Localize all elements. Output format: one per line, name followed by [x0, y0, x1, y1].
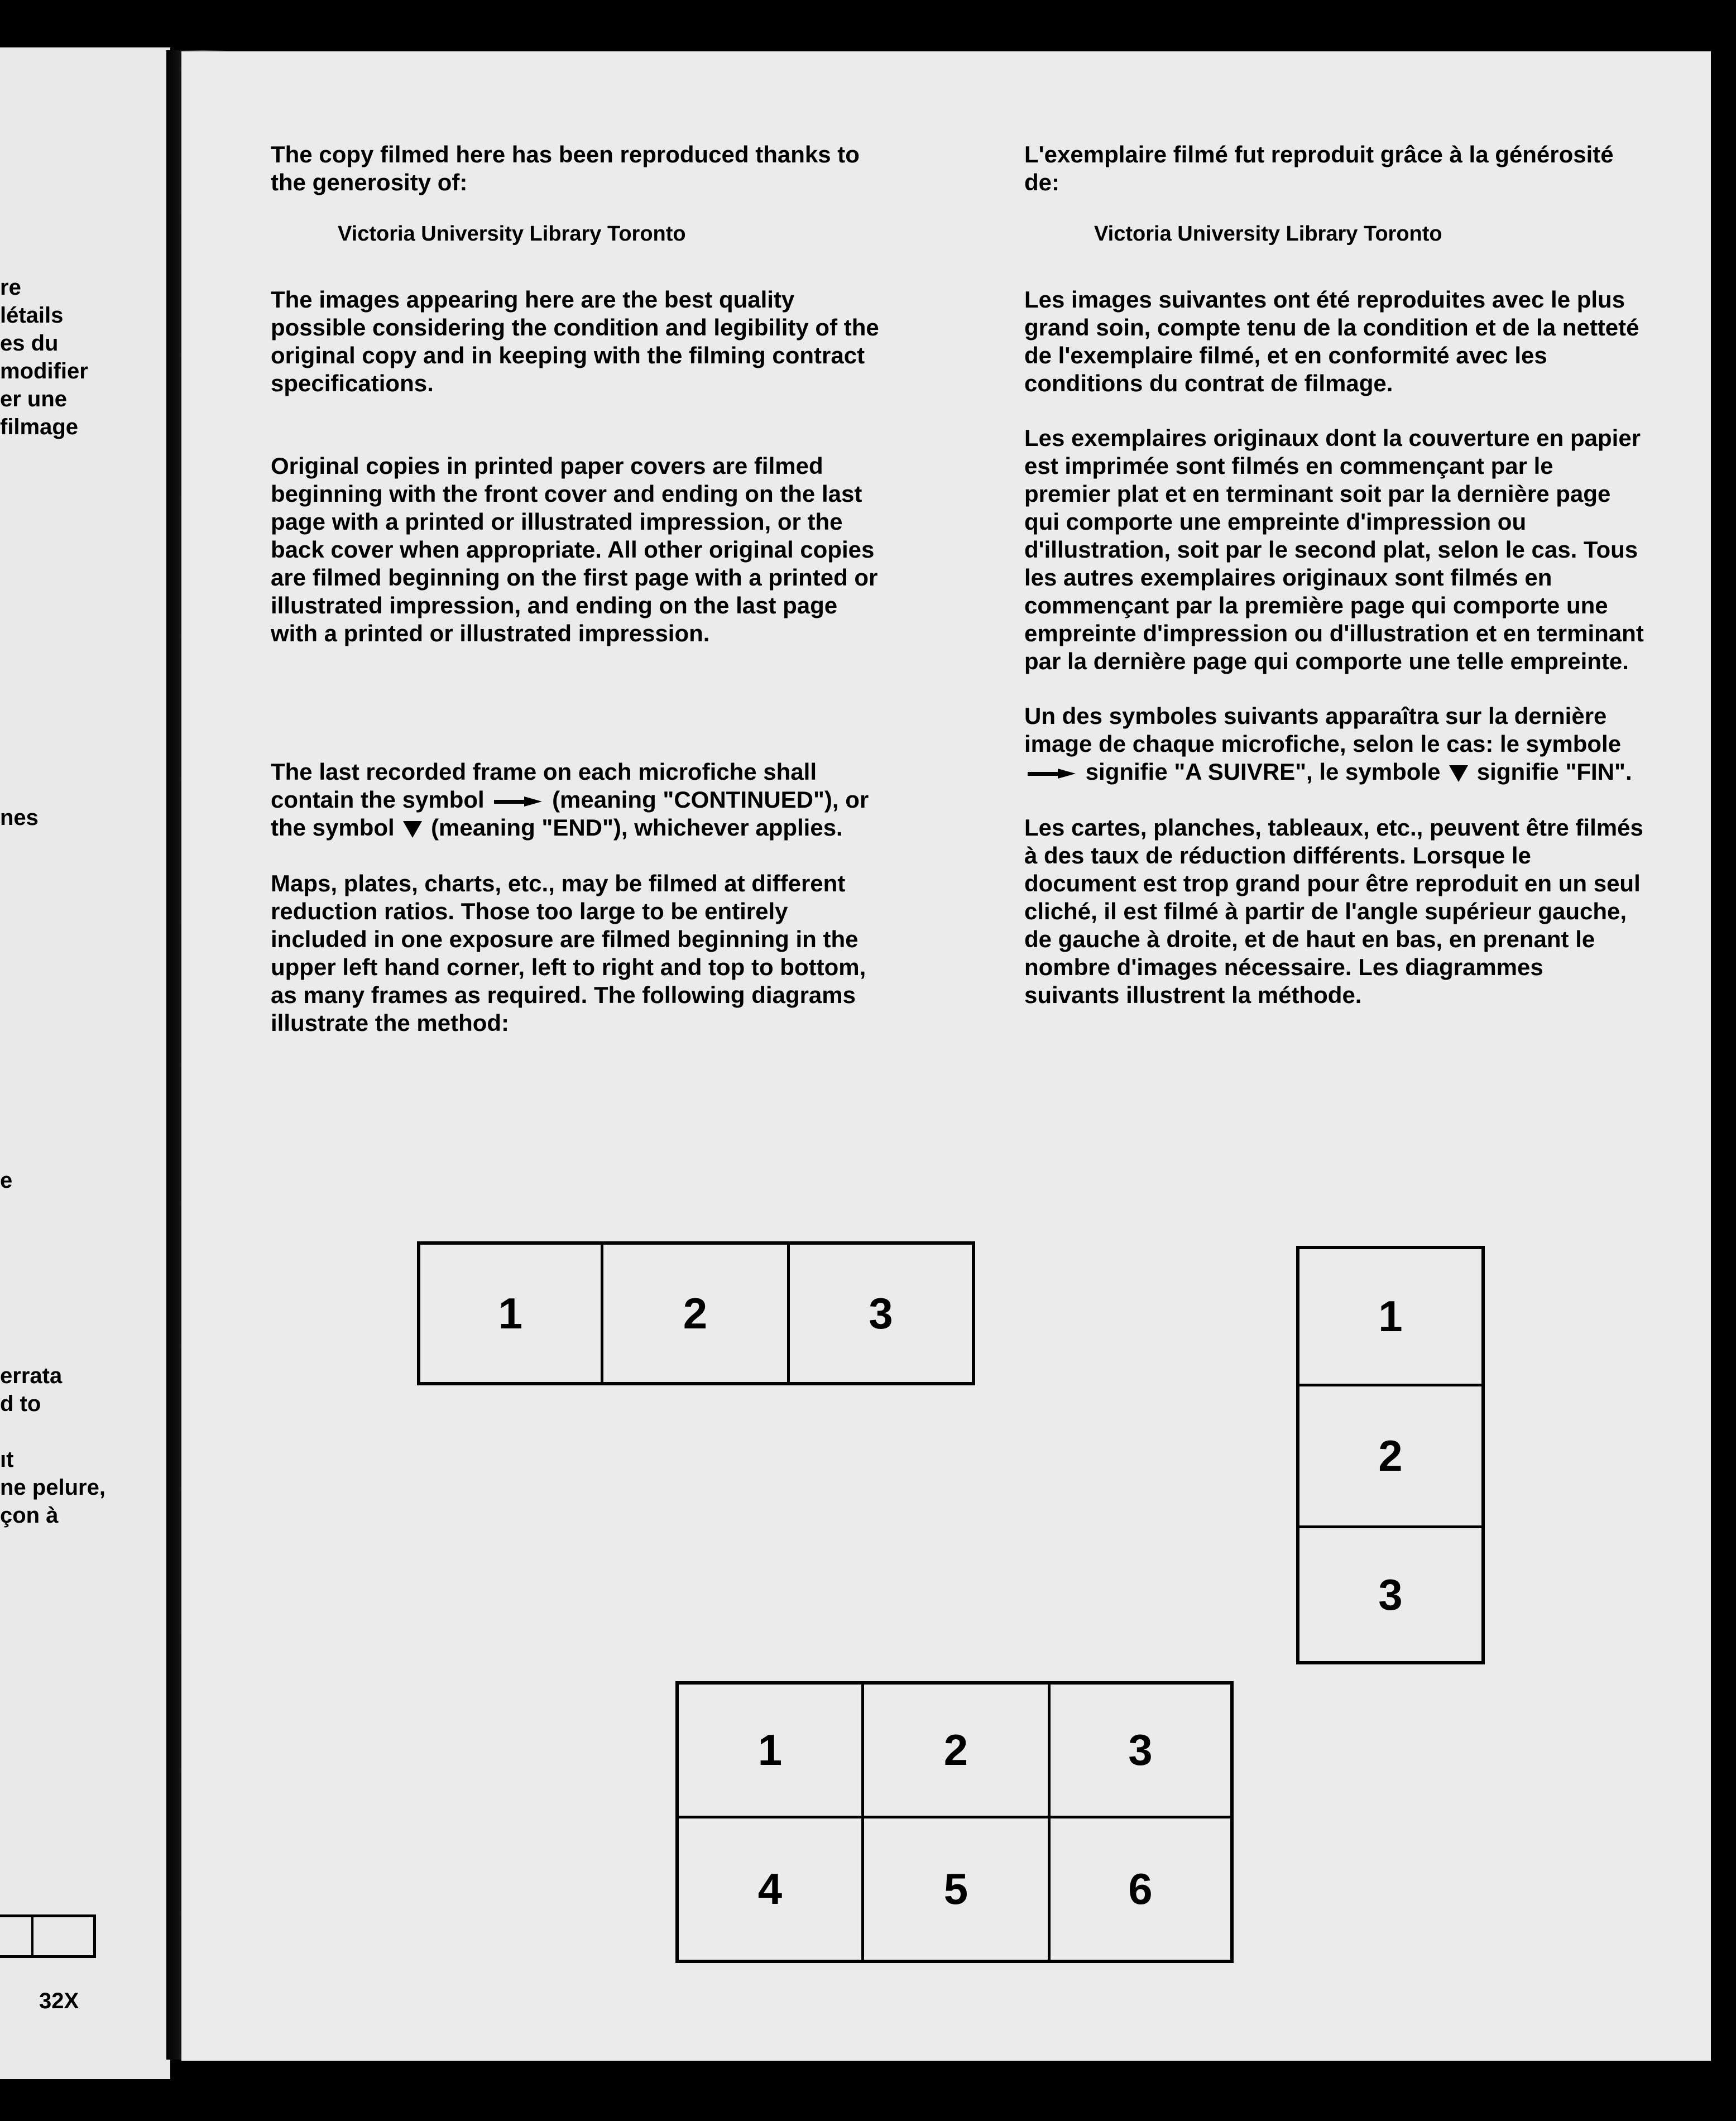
left-fragment-line [0, 1418, 105, 1446]
grid-cell: 6 [1128, 1864, 1153, 1913]
left-fragment-line: létails [0, 303, 64, 328]
left-fragment-line [0, 999, 105, 1027]
left-fragment-line [0, 469, 105, 497]
vertical-cell: 1 [1299, 1249, 1481, 1386]
left-fragment-line [0, 1334, 105, 1362]
left-fragment-line [0, 664, 105, 692]
left-fragment-line: filmage [0, 415, 79, 439]
horizontal-cell: 3 [869, 1288, 893, 1338]
french-covers: Les exemplaires originaux dont la couverture en papier est imprimée sont filmés en commençant par le premier plat et en terminant soit par la dernière page qui comporte une empreinte d'impression ou d'illustration, soit par le second plat, selon le cas. Tous les autres exemplaires originaux sont filmés en commençant par la première page qui comporte une empreinte d'impression ou d'illustration et en terminant par la dernière page qui comporte une telle empreinte. [1024, 425, 1644, 674]
left-fragment-line [0, 971, 105, 999]
french-symbols-part-c: signifie "FIN". [1476, 759, 1632, 785]
left-fragment-line [0, 860, 105, 887]
grid-cell: 4 [679, 1818, 864, 1960]
left-fragment-line: çon à [0, 1503, 59, 1528]
left-fragment-line [0, 553, 105, 580]
left-fragment-line [0, 1306, 105, 1334]
left-fragment-line: e [0, 1168, 13, 1193]
left-fragment-line [0, 1111, 105, 1139]
suivre-arrow-icon [1028, 769, 1076, 779]
english-quality: The images appearing here are the best quality possible considering the condition and legibility of the original copy and in keeping with the filming contract specifications. [271, 286, 879, 396]
left-fragment-line: ne pelure, [0, 1475, 105, 1500]
left-fragment-line [0, 580, 105, 608]
grid-cell: 1 [679, 1685, 864, 1818]
left-fragment-label: 32X [39, 1989, 79, 2013]
left-fragment-line [0, 1055, 105, 1083]
left-page-fragment [0, 47, 170, 2079]
horizontal-cell: 1 [420, 1245, 603, 1382]
horizontal-cell: 2 [603, 1245, 790, 1382]
left-fragment-line [0, 1139, 105, 1167]
left-fragment-line [0, 525, 105, 553]
fin-triangle-icon [1449, 765, 1468, 782]
english-symbols-part-c: (meaning "END"), whichever applies. [431, 814, 843, 841]
left-fragment-line [0, 832, 105, 860]
left-fragment-line: errata [0, 1364, 63, 1388]
french-maps: Les cartes, planches, tableaux, etc., peuvent être filmés à des taux de réduction différents. Lorsque le document est trop grand pour être reproduit en un seul cliché, il est filmé à partir de l'angle supérieur gauche, de gauche à droite, et de haut en bas, en prenant le nombre d'images nécessaire. Les diagrammes suivants illustrent la méthode. [1024, 814, 1643, 1008]
end-triangle-icon [403, 821, 422, 838]
left-fragment-line [0, 748, 105, 776]
left-fragment-line [0, 1194, 105, 1222]
grid-diagram [675, 1681, 1234, 1963]
english-symbols-part-a: The last recorded frame on each microfiche shall contain the symbol [271, 759, 817, 813]
left-fragment-line: d to [0, 1391, 41, 1416]
french-symbols-part-b: signifie "A SUIVRE", le symbole [1085, 759, 1441, 785]
left-fragment-line: ıt [0, 1447, 14, 1472]
left-fragment-line [0, 636, 105, 664]
left-fragment-line [0, 776, 105, 804]
horizontal-diagram [417, 1241, 975, 1385]
left-fragment-line [0, 1250, 105, 1278]
vertical-cell: 2 [1299, 1386, 1481, 1528]
left-fragment-line: re [0, 275, 21, 300]
english-maps: Maps, plates, charts, etc., may be filmed at different reduction ratios. Those too large to be entirely included in one exposure are filmed beginning in the upper left hand corner, left to right and top to bottom, as many frames as required. The following diagrams illustrate the method: [271, 870, 866, 1036]
left-fragment-line [0, 1278, 105, 1306]
vertical-diagram [1296, 1246, 1485, 1664]
french-symbols-part-a: Un des symboles suivants apparaîtra sur la dernière image de chaque microfiche, selon le cas: le symbole [1024, 703, 1622, 757]
french-symbols [1024, 702, 1644, 786]
left-fragment-line: nes [0, 805, 39, 830]
grid-cell: 3 [1051, 1685, 1230, 1818]
left-fragment-line [0, 915, 105, 943]
left-fragment-line: es du [0, 331, 59, 356]
left-fragment-line [0, 1083, 105, 1111]
english-thanks: The copy filmed here has been reproduced thanks to the generosity of: [271, 141, 860, 195]
english-covers: Original copies in printed paper covers are filmed beginning with the front cover and ending on the last page with a printed or illustrated impression, or the back cover when appropriate. All other original copies are filmed beginning on the first page with a printed or illustrated impression, and ending on the last page with a printed or illustrated impression. [271, 453, 878, 646]
left-fragment-line: er une [0, 387, 68, 411]
left-fragment-line: modifier [0, 359, 88, 383]
grid-cell: 5 [864, 1818, 1051, 1960]
left-fragment-line [0, 692, 105, 720]
left-fragment-line [0, 1222, 105, 1250]
left-fragment-line [0, 441, 105, 469]
continued-arrow-icon [494, 796, 542, 807]
french-institution: Victoria University Library Toronto [1094, 222, 1442, 246]
main-page [181, 51, 1711, 2061]
left-fragment-box [0, 1914, 96, 1958]
english-institution: Victoria University Library Toronto [338, 222, 686, 246]
left-fragment-text [0, 273, 105, 1529]
english-symbols [271, 758, 885, 842]
left-fragment-line [0, 943, 105, 971]
left-fragment-line [0, 608, 105, 636]
french-thanks: L'exemplaire filmé fut reproduit grâce à la générosité de: [1024, 141, 1614, 195]
vertical-cell: 3 [1378, 1570, 1403, 1619]
french-quality: Les images suivantes ont été reproduites avec le plus grand soin, compte tenu de la condition et de la netteté de l'exemplaire filmé, et en conformité avec les conditions du contrat de filmage. [1024, 286, 1639, 396]
left-fragment-line [0, 887, 105, 915]
left-fragment-line [0, 720, 105, 748]
left-fragment-line [0, 1027, 105, 1055]
english-column [271, 141, 885, 1037]
grid-cell: 2 [864, 1685, 1051, 1818]
left-fragment-line [0, 497, 105, 525]
english-symbols-part-b: (meaning "CONTINUED"), or the symbol [271, 786, 869, 841]
french-column [1024, 141, 1644, 1009]
